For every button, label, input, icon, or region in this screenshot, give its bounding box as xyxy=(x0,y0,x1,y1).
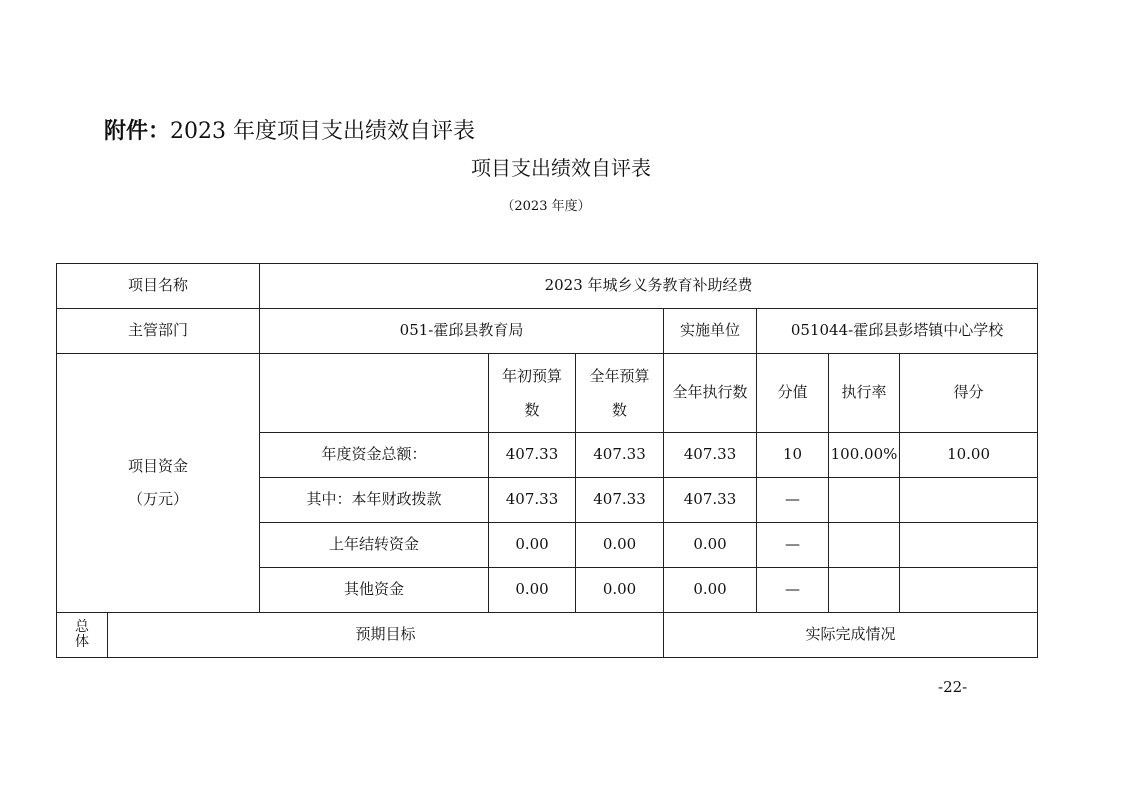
cell-full: 407.33 xyxy=(576,433,664,478)
overall-label: 总 体 xyxy=(57,613,108,658)
header-initial-budget: 年初预算 数 xyxy=(489,354,576,433)
row-label: 其中：本年财政拨款 xyxy=(260,478,489,523)
header-blank-cell xyxy=(260,354,489,433)
header-score: 得分 xyxy=(900,354,1038,433)
cell-rate xyxy=(829,568,900,613)
cell-rate: 100.00% xyxy=(829,433,900,478)
page-number: -22- xyxy=(938,678,968,696)
cell-executed: 0.00 xyxy=(664,523,757,568)
cell-rate xyxy=(829,478,900,523)
self-evaluation-table xyxy=(56,263,1038,658)
cell-initial: 0.00 xyxy=(489,568,576,613)
row-label: 年度资金总额： xyxy=(260,433,489,478)
cell-value: 10 xyxy=(757,433,829,478)
cell-score xyxy=(900,478,1038,523)
cell-value: — xyxy=(757,478,829,523)
attachment-heading xyxy=(104,114,475,145)
project-name-label: 项目名称 xyxy=(57,264,260,309)
header-full-budget: 全年预算 数 xyxy=(576,354,664,433)
table-year: （2023 年度） xyxy=(501,199,591,214)
header-executed: 全年执行数 xyxy=(664,354,757,433)
funds-label-line2: （万元） xyxy=(128,490,189,508)
attachment-label: 附件： xyxy=(104,119,171,144)
cell-value: — xyxy=(757,568,829,613)
row-label: 上年结转资金 xyxy=(260,523,489,568)
cell-executed: 0.00 xyxy=(664,568,757,613)
department-row xyxy=(57,309,1038,354)
dept-value: 051-霍邱县教育局 xyxy=(260,309,664,354)
cell-full: 0.00 xyxy=(576,568,664,613)
impl-value: 051044-霍邱县彭塔镇中心学校 xyxy=(757,309,1038,354)
cell-score xyxy=(900,523,1038,568)
cell-full: 407.33 xyxy=(576,478,664,523)
overall-goal-row xyxy=(57,613,1038,658)
cell-initial: 407.33 xyxy=(489,478,576,523)
actual-completion-header: 实际完成情况 xyxy=(664,613,1038,658)
column-header-row xyxy=(57,354,1038,433)
funds-label-line1: 项目资金 xyxy=(128,456,189,475)
cell-executed: 407.33 xyxy=(664,433,757,478)
funds-label xyxy=(57,354,260,613)
cell-score: 10.00 xyxy=(900,433,1038,478)
project-name-value: 2023 年城乡义务教育补助经费 xyxy=(260,264,1038,309)
header-score-value: 分值 xyxy=(757,354,829,433)
cell-value: — xyxy=(757,523,829,568)
cell-initial: 407.33 xyxy=(489,433,576,478)
impl-label: 实施单位 xyxy=(664,309,757,354)
expected-goal-header: 预期目标 xyxy=(108,613,664,658)
attachment-title: 2023 年度项目支出绩效自评表 xyxy=(170,119,475,144)
row-label: 其他资金 xyxy=(260,568,489,613)
cell-executed: 407.33 xyxy=(664,478,757,523)
project-name-row xyxy=(57,264,1038,309)
cell-initial: 0.00 xyxy=(489,523,576,568)
cell-full: 0.00 xyxy=(576,523,664,568)
cell-rate xyxy=(829,523,900,568)
dept-label: 主管部门 xyxy=(57,309,260,354)
header-exec-rate: 执行率 xyxy=(829,354,900,433)
cell-score xyxy=(900,568,1038,613)
table-title: 项目支出绩效自评表 xyxy=(471,156,651,180)
